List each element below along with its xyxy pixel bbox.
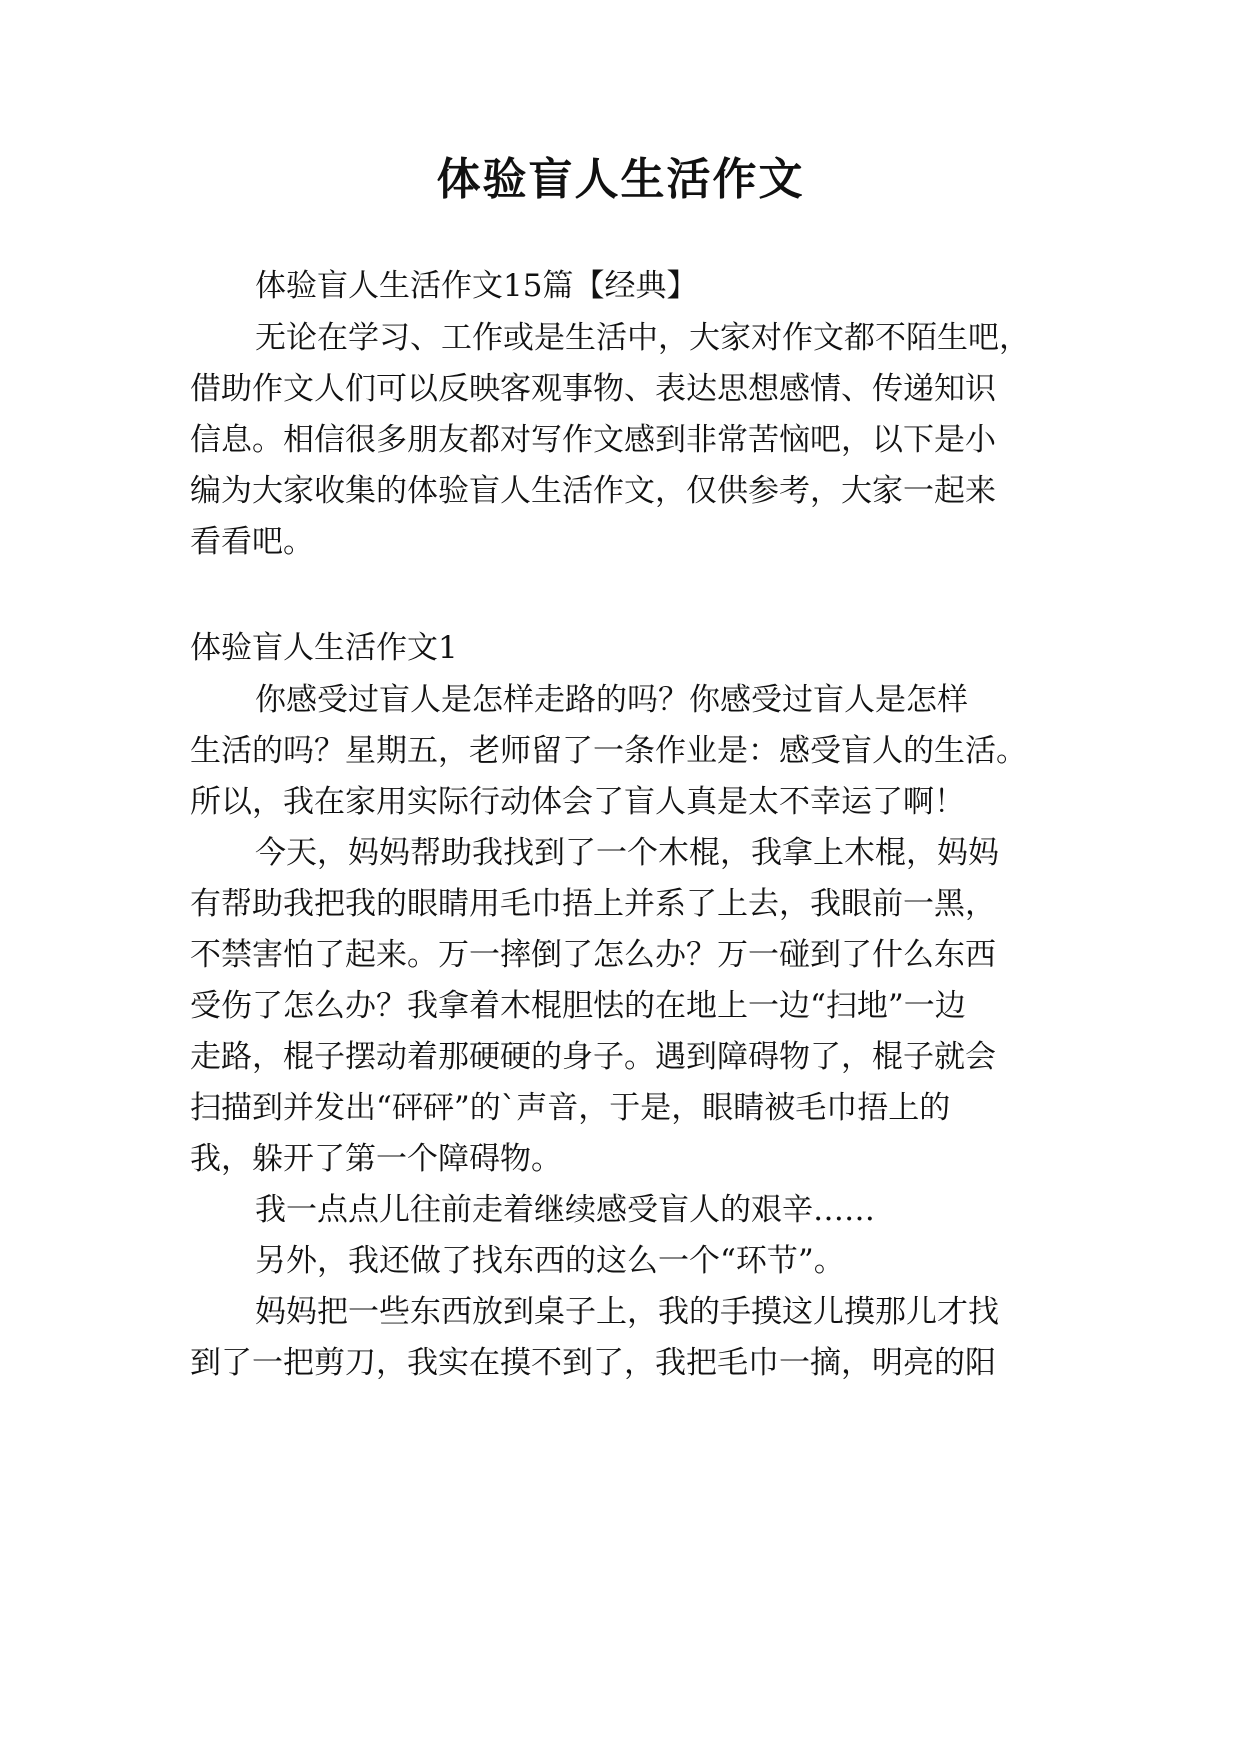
- intro-line: 看看吧。: [190, 524, 314, 560]
- body-line: 生活的吗？星期五，老师留了一条作业是：感受盲人的生活。: [190, 733, 1027, 769]
- section-heading: 体验盲人生活作文1: [190, 630, 458, 666]
- document-subtitle: 体验盲人生活作文15篇【经典】: [255, 268, 698, 304]
- intro-line: 无论在学习、工作或是生活中，大家对作文都不陌生吧，: [255, 320, 1030, 356]
- intro-line: 编为大家收集的体验盲人生活作文，仅供参考，大家一起来: [190, 473, 996, 509]
- body-line: 今天，妈妈帮助我找到了一个木棍，我拿上木棍，妈妈: [255, 835, 999, 871]
- body-line: 妈妈把一些东西放到桌子上，我的手摸这儿摸那儿才找: [255, 1294, 999, 1330]
- body-line: 走路，棍子摆动着那硬硬的身子。遇到障碍物了，棍子就会: [190, 1039, 996, 1075]
- body-line: 到了一把剪刀，我实在摸不到了，我把毛巾一摘，明亮的阳: [190, 1345, 996, 1381]
- body-line: 受伤了怎么办？我拿着木棍胆怯的在地上一边“扫地”一边: [190, 988, 966, 1024]
- intro-line: 信息。相信很多朋友都对写作文感到非常苦恼吧，以下是小: [190, 422, 996, 458]
- body-line: 我，躲开了第一个障碍物。: [190, 1141, 562, 1177]
- body-line: 不禁害怕了起来。万一摔倒了怎么办？万一碰到了什么东西: [190, 937, 996, 973]
- body-line: 另外，我还做了找东西的这么一个“环节”。: [255, 1243, 845, 1279]
- document-title: 体验盲人生活作文: [436, 154, 805, 205]
- body-line: 扫描到并发出“砰砰”的`声音，于是，眼睛被毛巾捂上的: [190, 1090, 951, 1126]
- body-line: 所以，我在家用实际行动体会了盲人真是太不幸运了啊！: [190, 784, 965, 820]
- intro-line: 借助作文人们可以反映客观事物、表达思想感情、传递知识: [190, 371, 996, 407]
- body-line: 你感受过盲人是怎样走路的吗？你感受过盲人是怎样: [255, 682, 968, 718]
- body-line: 我一点点儿往前走着继续感受盲人的艰辛……: [255, 1192, 875, 1228]
- body-line: 有帮助我把我的眼睛用毛巾捂上并系了上去，我眼前一黑，: [190, 886, 996, 922]
